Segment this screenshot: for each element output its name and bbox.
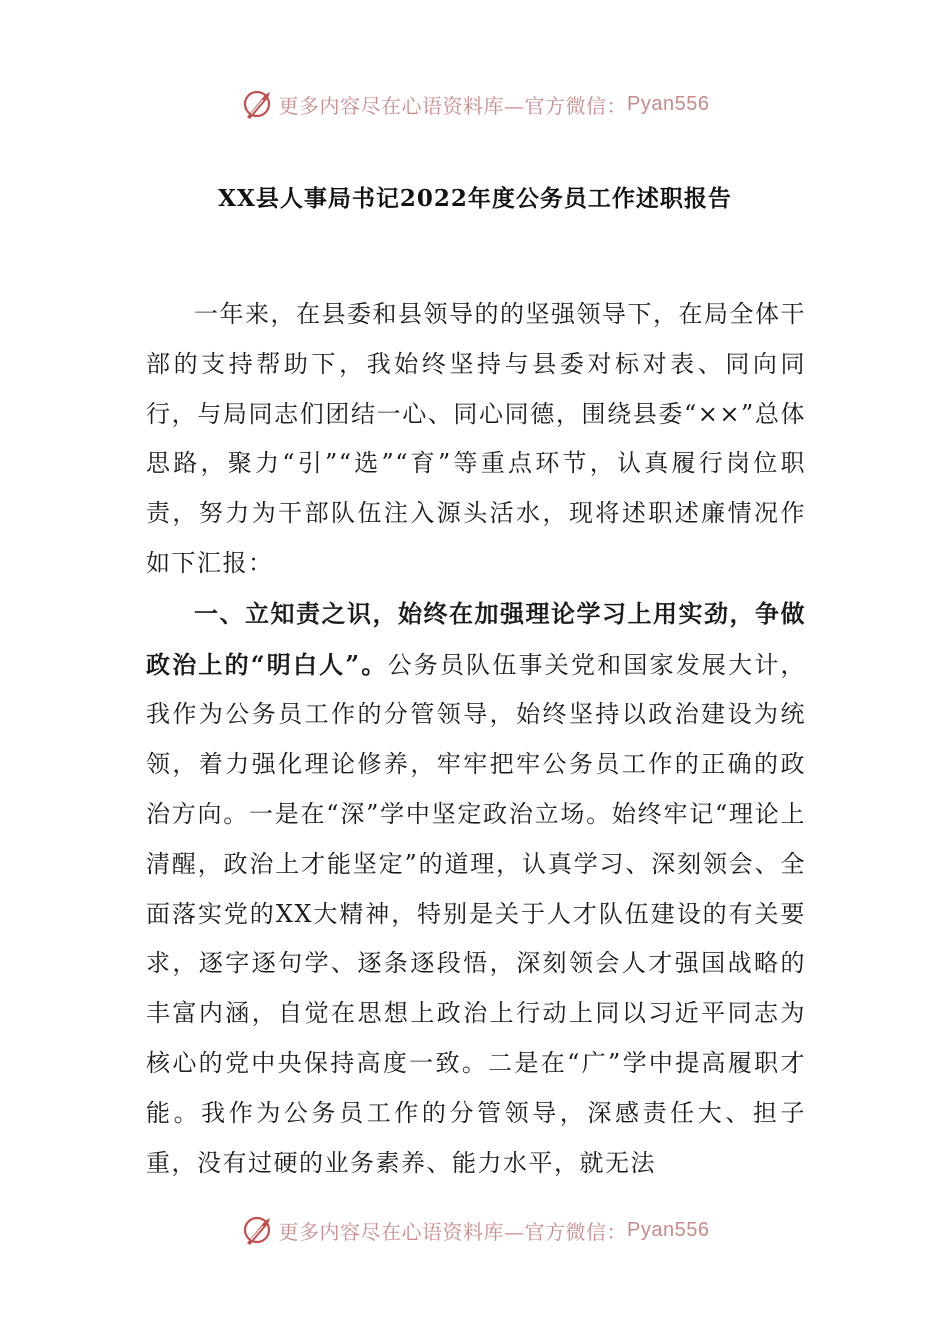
watermark-wechat-id: Pyan556: [627, 92, 710, 115]
document-title: XX县人事局书记2022年度公务员工作述职报告: [218, 185, 732, 212]
watermark-banner-bottom: [0, 1210, 950, 1250]
watermark-text: 更多内容尽在心语资料库—官方微信：: [278, 93, 628, 118]
section-1-heading: 一、立知责之识，始终在加强理论学习上用实劲，争做政治上的“明白人”。: [146, 598, 806, 679]
quill-pen-icon: [241, 87, 275, 121]
watermark-banner-top: [0, 84, 950, 124]
document-body: [146, 290, 806, 1188]
watermark-wechat-id: Pyan556: [627, 1218, 710, 1241]
intro-paragraph: 一年来，在县委和县领导的的坚强领导下，在局全体干部的支持帮助下，我始终坚持与县委对标对表、同向同行，与局同志们团结一心、同心同德，围绕县委“××”总体思路，聚力“引”“选”“育”等重点环节，认真履行岗位职责，努力为干部队伍注入源头活水，现将述职述廉情况作如下汇报：: [146, 300, 806, 577]
watermark-text: 更多内容尽在心语资料库—官方微信：: [278, 1219, 628, 1244]
quill-pen-icon: [241, 1213, 275, 1247]
section-1-body: 公务员队伍事关党和国家发展大计，我作为公务员工作的分管领导，始终坚持以政治建设为统领，着力强化理论修养，牢牢把牢公务员工作的正确的政治方向。一是在“深”学中坚定政治立场。始终牢记“理论上清醒，政治上才能坚定”的道理，认真学习、深刻领会、全面落实党的XX大精神，特别是关于人才队伍建设的有关要求，逐字逐句学、逐条逐段悟，深刻领会人才强国战略的丰富内涵，自觉在思想上政治上行动上同以习近平同志为核心的党中央保持高度一致。二是在“广”学中提高履职才能。我作为公务员工作的分管领导，深感责任大、担子重，没有过硬的业务素养、能力水平，就无法: [146, 650, 807, 1177]
section-1-paragraph: [146, 589, 806, 1189]
